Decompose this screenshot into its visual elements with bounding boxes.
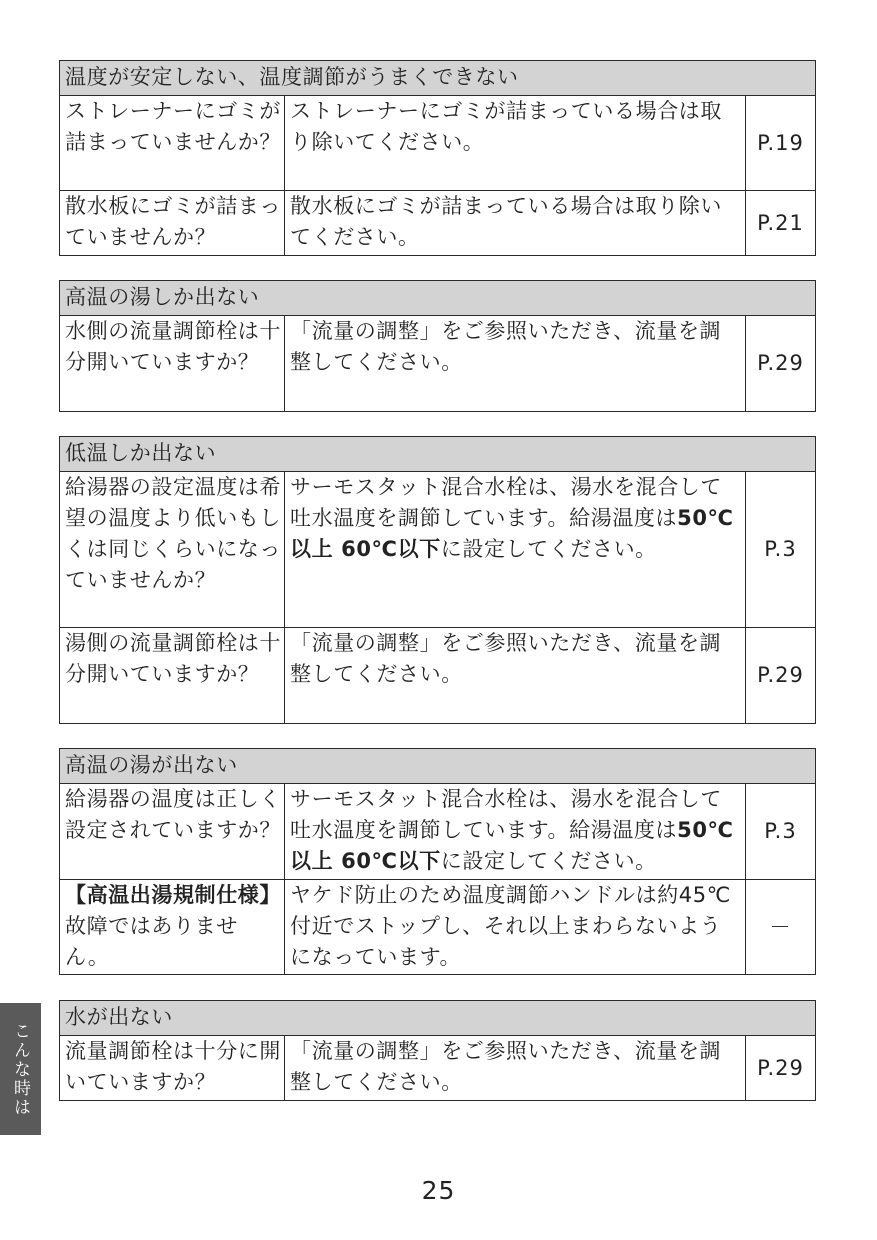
temperature-range: 50℃以上 60℃以下 — [290, 818, 734, 873]
question-text: 故障ではありません。 — [65, 914, 238, 969]
answer-cell — [285, 784, 746, 880]
chapter-tab — [0, 1003, 41, 1135]
section-title: 温度が安定しない、温度調節がうまくできない — [60, 61, 816, 96]
answer-text: サーモスタット混合水栓は、湯水を混合して吐水温度を調節しています。給湯温度は — [290, 787, 722, 842]
answer-cell: 「流量の調整」をご参照いただき、流量を調整してください。 — [285, 316, 746, 412]
answer-cell — [285, 472, 746, 628]
table-row — [60, 472, 816, 628]
table-row — [60, 880, 816, 975]
section-only-low-temperature — [59, 436, 816, 724]
answer-text: に設定してください。 — [440, 537, 657, 561]
question-cell: 水側の流量調節栓は十分開いていますか？ — [60, 316, 285, 412]
question-cell: 給湯器の設定温度は希望の温度より低いもしくは同じくらいになっていませんか？ — [60, 472, 285, 628]
page-reference: P.3 — [746, 472, 816, 628]
page-reference: P.29 — [746, 628, 816, 724]
chapter-tab-label: こんな時は — [10, 1021, 30, 1117]
section-title: 水が出ない — [60, 1001, 816, 1036]
answer-cell: 散水板にゴミが詰まっている場合は取り除いてください。 — [285, 191, 746, 256]
page-number: 25 — [421, 1176, 456, 1205]
section-title: 低温しか出ない — [60, 437, 816, 472]
page-reference: P.19 — [746, 96, 816, 191]
question-cell: 給湯器の温度は正しく設定されていますか？ — [60, 784, 285, 880]
question-cell: 湯側の流量調節栓は十分開いていますか？ — [60, 628, 285, 724]
question-cell: 流量調節栓は十分に開いていますか？ — [60, 1036, 285, 1101]
answer-cell: 「流量の調整」をご参照いただき、流量を調整してください。 — [285, 628, 746, 724]
section-title: 高温の湯が出ない — [60, 749, 816, 784]
section-no-water — [59, 1000, 816, 1101]
section-no-hot-water — [59, 748, 816, 975]
question-cell — [60, 880, 285, 975]
section-title: 高温の湯しか出ない — [60, 281, 816, 316]
table-row — [60, 1036, 816, 1101]
table-row — [60, 784, 816, 880]
page-reference: P.3 — [746, 784, 816, 880]
answer-cell: ストレーナーにゴミが詰まっている場合は取り除いてください。 — [285, 96, 746, 191]
temperature-range: 50℃以上 60℃以下 — [290, 506, 734, 561]
answer-cell: ヤケド防止のため温度調節ハンドルは約45℃付近でストップし、それ以上まわらないようになっています。 — [285, 880, 746, 975]
question-cell: ストレーナーにゴミが詰まっていませんか？ — [60, 96, 285, 191]
table-row — [60, 191, 816, 256]
answer-cell: 「流量の調整」をご参照いただき、流量を調整してください。 — [285, 1036, 746, 1101]
section-only-hot-water — [59, 280, 816, 412]
page-reference: P.29 — [746, 1036, 816, 1101]
page-reference: P.21 — [746, 191, 816, 256]
table-row — [60, 628, 816, 724]
section-temperature-unstable — [59, 60, 816, 256]
table-row — [60, 96, 816, 191]
answer-text: サーモスタット混合水栓は、湯水を混合して吐水温度を調節しています。給湯温度は — [290, 475, 722, 530]
spec-label: 【高温出湯規制仕様】 — [65, 883, 281, 907]
page-reference: P.29 — [746, 316, 816, 412]
table-row — [60, 316, 816, 412]
answer-text: に設定してください。 — [440, 849, 657, 873]
question-cell: 散水板にゴミが詰まっていませんか？ — [60, 191, 285, 256]
page-reference: － — [746, 880, 816, 975]
